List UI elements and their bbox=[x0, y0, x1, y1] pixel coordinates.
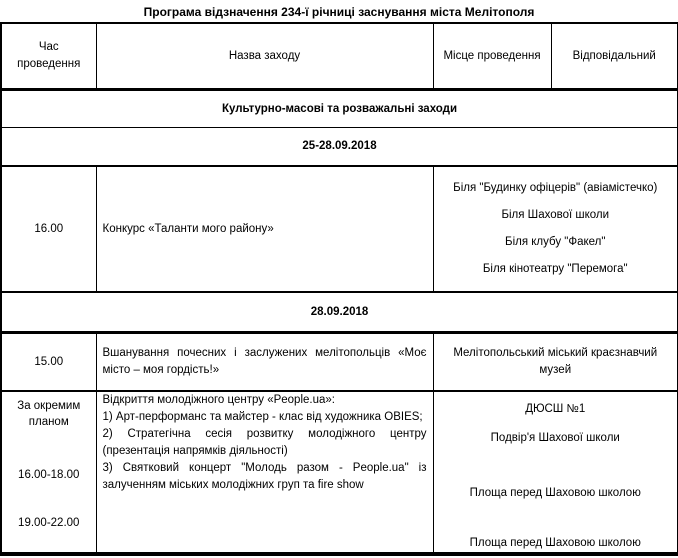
date-range-label: 25-28.09.2018 bbox=[1, 128, 678, 167]
event-time: 16.00 bbox=[1, 166, 96, 292]
table-header-row bbox=[1, 23, 678, 90]
event-time-line: 19.00-22.00 bbox=[18, 517, 80, 529]
event-name-items bbox=[96, 391, 433, 554]
column-header-place: Місце проведення bbox=[433, 23, 551, 90]
event-time: 15.00 bbox=[1, 333, 96, 392]
event-name: Вшанування почесних і заслужених мелітопольців «Моє місто – моя гордість!» bbox=[96, 333, 433, 392]
table-row-honoring bbox=[1, 333, 678, 392]
event-place-line: Біля клубу "Факел" bbox=[505, 236, 606, 248]
section-row-cultural bbox=[1, 90, 678, 128]
event-place-line: Подвір'я Шахової школи bbox=[490, 432, 620, 444]
section-title-cultural: Культурно-масові та розважальні заходи bbox=[1, 90, 678, 128]
event-time-line: За окремим планом bbox=[17, 400, 81, 428]
program-table bbox=[0, 22, 678, 556]
event-time-line: 16.00-18.00 bbox=[18, 469, 80, 481]
event-place-line: Площа перед Шаховою школою bbox=[469, 487, 641, 499]
event-place: Мелітопольський міський краєзнавчий музей bbox=[433, 333, 678, 392]
column-header-event-name: Назва заходу bbox=[96, 23, 433, 90]
date-label: 28.09.2018 bbox=[1, 292, 678, 333]
event-place-line: ДЮСШ №1 bbox=[525, 403, 586, 415]
column-header-responsible: Відповідальний bbox=[551, 23, 678, 90]
event-name-line: Відкриття молодіжного центру «People.ua»: bbox=[102, 394, 335, 406]
event-name-line: 1) Арт-перформанс та майстер - клас від художника OBIES; bbox=[102, 411, 423, 423]
document-title: Програма відзначення 234-ї річниці заснування міста Мелітополя bbox=[143, 5, 535, 19]
event-name-line: 2) Стратегічна сесія розвитку молодіжного центру (презентація напрямків діяльності) bbox=[102, 428, 427, 457]
event-place-line: Площа перед Шаховою школою bbox=[469, 537, 641, 549]
event-place-line: Біля "Будинку офіцерів" (авіамістечко) bbox=[453, 182, 658, 194]
event-place-line: Біля кінотеатру "Перемога" bbox=[482, 263, 628, 275]
event-name: Конкурс «Таланти мого району» bbox=[96, 166, 433, 292]
table-row-konkurs bbox=[1, 166, 678, 292]
event-places bbox=[433, 391, 678, 554]
event-places bbox=[433, 166, 678, 292]
date-row-28 bbox=[1, 292, 678, 333]
column-header-time: Час проведення bbox=[1, 23, 96, 90]
event-name-line: 3) Святковий концерт "Молодь разом - People.ua" із залученням міських молодіжних груп та fire show bbox=[102, 462, 427, 491]
table-row-youth-center bbox=[1, 391, 678, 554]
event-place-line: Біля Шахової школи bbox=[501, 209, 610, 221]
event-times bbox=[1, 391, 96, 554]
date-row-25-28 bbox=[1, 128, 678, 167]
